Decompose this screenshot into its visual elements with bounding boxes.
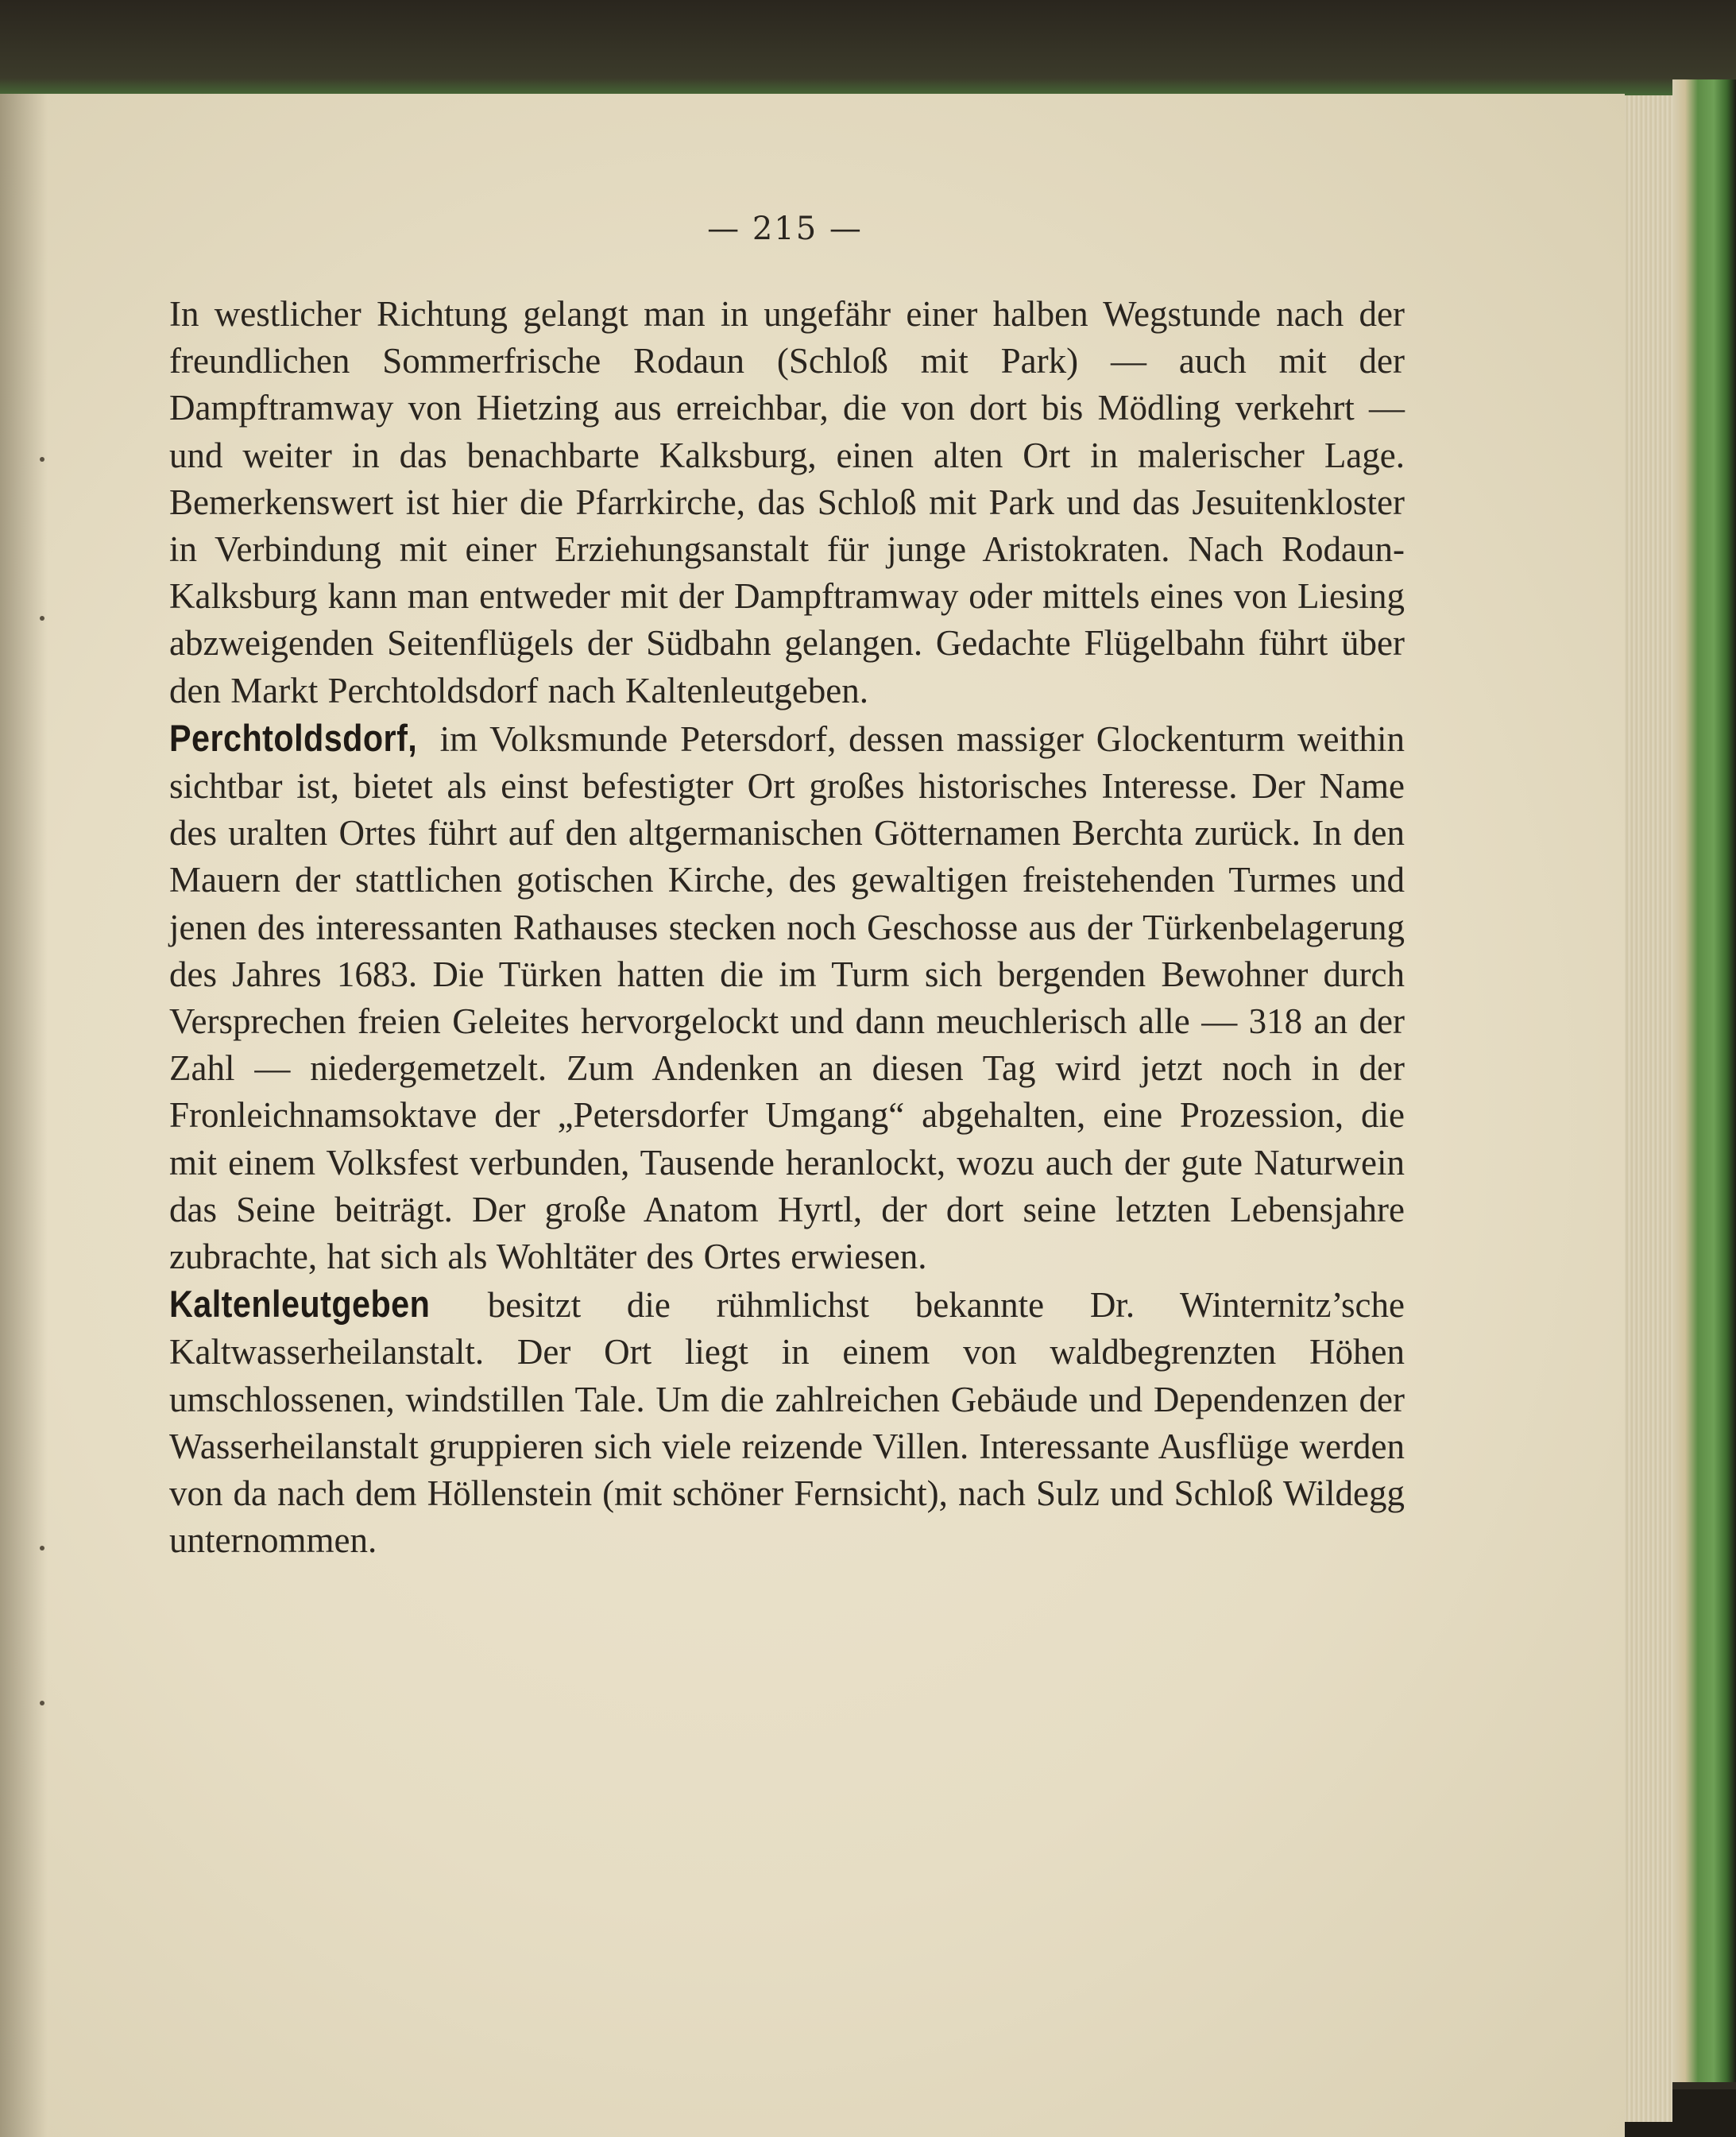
body-text bbox=[169, 291, 1405, 1564]
margin-speck bbox=[40, 616, 44, 621]
margin-speck bbox=[40, 1546, 44, 1550]
paragraph-intro: In westlicher Richtung gelangt man in ungefähr einer halben Wegstunde nach der freundlichen Sommerfrische Rodaun (Schloß mit Park) — auch mit der Dampftramway von Hietzing aus erreichbar, die von dort bis Mödling verkehrt — und weiter in das benachbarte Kalksburg, einen alten Ort in malerischer Lage. Bemerkenswert ist hier die Pfarrkirche, das Schloß mit Park und das Jesuitenkloster in Verbindung mit einer Erziehungsanstalt für junge Aristokraten. Nach Rodaun-Kalksburg kann man entweder mit der Dampftramway oder mittels eines von Liesing abzweigenden Seitenflügels der Südbahn gelangen. Gedachte Flügelbahn führt über den Markt Perchtoldsdorf nach Kaltenleutgeben. bbox=[169, 294, 1405, 710]
margin-speck bbox=[40, 1701, 44, 1705]
paragraph-perchtoldsdorf-text: im Volksmunde Petersdorf, dessen massiger Glockenturm weithin sichtbar ist, bietet als einst befestigter Ort großes historisches Interesse. Der Name des uralten Ortes führt auf den altgermanischen Götternamen Berchta zurück. In den Mauern der stattlichen gotischen Kirche, des gewaltigen freistehenden Turmes und jenen des interessanten Rathauses stecken noch Geschosse aus der Türkenbelagerung des Jahres 1683. Die Türken hatten die im Turm sich bergenden Bewohner durch Versprechen freien Geleites hervorgelockt und dann meuchlerisch alle — 318 an der Zahl — niedergemetzelt. Zum Andenken an diesen Tag wird jetzt noch in der Fronleichnamsoktave der „Petersdorfer Umgang“ abgehalten, eine Prozession, die mit einem Volksfest verbunden, Tausende heranlockt, wozu auch der gute Naturwein das Seine beiträgt. Der große Anatom Hyrtl, der dort seine letzten Lebensjahre zubrachte, hat sich als Wohltäter des Ortes erwiesen. bbox=[169, 718, 1405, 1277]
gutter-shadow bbox=[0, 94, 48, 2137]
place-heading-perchtoldsdorf: Perchtoldsdorf, bbox=[169, 716, 418, 759]
page-stack-edge bbox=[1625, 95, 1672, 2122]
page-number: — 215 — bbox=[707, 211, 863, 247]
paragraph-kaltenleutgeben bbox=[169, 1280, 1405, 1564]
margin-speck bbox=[40, 457, 44, 462]
paragraph-perchtoldsdorf bbox=[169, 714, 1405, 1280]
paragraph-kaltenleutgeben-text: besitzt die rühmlichst bekannte Dr. Winternitz’sche Kaltwasserheilanstalt. Der Ort liegt in einem von waldbegrenzten Höhen umschlossenen, windstillen Tale. Um die zahlreichen Gebäude und Dependenzen der Wasserheilanstalt gruppieren sich viele reizende Villen. Interessante Ausflüge werden von da nach dem Höllenstein (mit schöner Fernsicht), nach Sulz und Schloß Wildegg unternommen. bbox=[169, 1285, 1405, 1561]
book-cover-right-edge bbox=[1672, 79, 1736, 2082]
place-heading-kaltenleutgeben: Kaltenleutgeben bbox=[169, 1283, 431, 1326]
